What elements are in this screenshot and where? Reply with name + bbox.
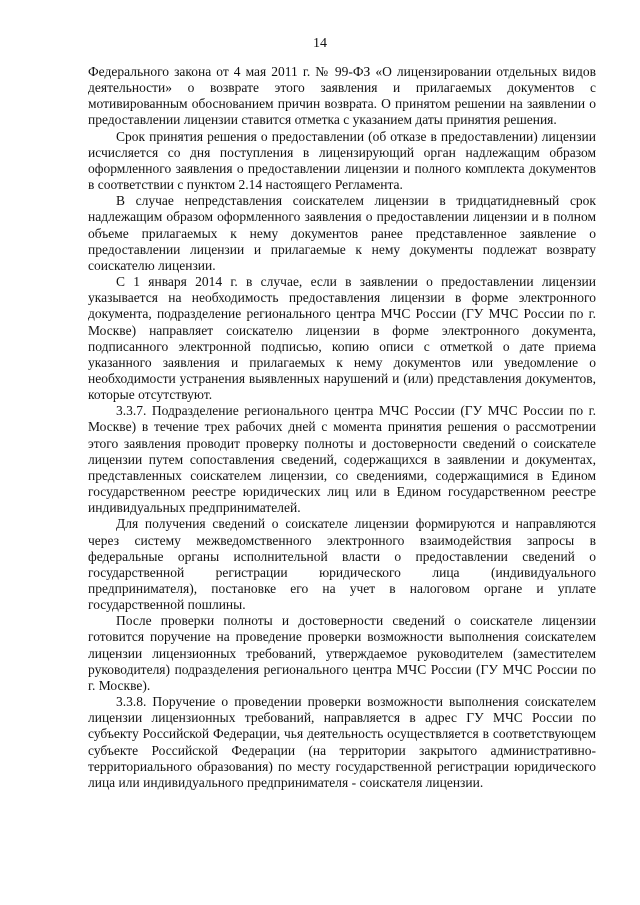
page-number: 14 — [313, 36, 327, 51]
paragraph-return-of-application: В случае непредставления соискателем лицензии в тридцатидневный срок надлежащим образом оформленного заявления о предоставлении лицензии и в полном объеме прилагаемых к нему документов ранее представленное заявление о предоставлении лицензии и прилагаемые к нему документы подлежат возврату соискателю лицензии. — [88, 193, 596, 273]
paragraph-decision-term: Срок принятия решения о предоставлении (об отказе в предоставлении) лицензии исчисляется со дня поступления в лицензирующий орган надлежащим образом оформленного заявления о предоставлении лицензии и полного комплекта документов в соответствии с пунктом 2.14 настоящего Регламента. — [88, 128, 596, 193]
paragraph-interagency-requests: Для получения сведений о соискателе лицензии формируются и направляются через систему межведомственного электронного взаимодействия запросы в федеральные органы исполнительной власти о предоставлении сведений о государственной регистрации юридического лица (индивидуального предпринимателя), постановке его на учет в налоговом органе и уплате государственной пошлины. — [88, 516, 596, 613]
paragraph-inspection-order: После проверки полноты и достоверности сведений о соискателе лицензии готовится поручение на проведение проверки возможности выполнения соискателем лицензии лицензионных требований, утверждаемое руководителем (заместителем руководителя) подразделения регионального центра МЧС России (ГУ МЧС России по г. Москве). — [88, 613, 596, 693]
paragraph-continuation: Федерального закона от 4 мая 2011 г. № 99-ФЗ «О лицензировании отдельных видов деятельности» о возврате этого заявления и прилагаемых документов с мотивированным обоснованием причин возврата. О принятом решении на заявлении о предоставлении лицензии ставится отметка с указанием даты принятия решения. — [88, 64, 596, 128]
document-body — [88, 64, 596, 791]
paragraph-electronic-document: С 1 января 2014 г. в случае, если в заявлении о предоставлении лицензии указывается на необходимость предоставления лицензии в форме электронного документа, подразделение регионального центра МЧС России (ГУ МЧС России по г. Москве) направляет соискателю лицензии в форме электронного документа, подписанного электронной подписью, копию описи с отметкой о дате приема указанного заявления и прилагаемых к нему документов или уведомление о необходимости устранения выявленных нарушений и (или) представления документов, которые отсутствуют. — [88, 274, 596, 403]
paragraph-3-3-8: 3.3.8. Поручение о проведении проверки возможности выполнения соискателем лицензии лицензионных требований, направляется в адрес ГУ МЧС России по субъекту Российской Федерации, чья деятельность осуществляется в соответствующем субъекте Российской Федерации (на территории закрытого административно-территориального образования) по месту государственной регистрации юридического лица или индивидуального предпринимателя - соискателя лицензии. — [88, 694, 596, 790]
paragraph-3-3-7: 3.3.7. Подразделение регионального центра МЧС России (ГУ МЧС России по г. Москве) в течение трех рабочих дней с момента принятия решения о рассмотрении этого заявления проводит проверку полноты и достоверности сведений о соискателе лицензии путем сопоставления сведений, содержащихся в заявлении и документах, представленных соискателем лицензии, со сведениями, содержащимися в Едином государственном реестре юридических лиц или в Едином государственном реестре индивидуальных предпринимателей. — [88, 403, 596, 516]
